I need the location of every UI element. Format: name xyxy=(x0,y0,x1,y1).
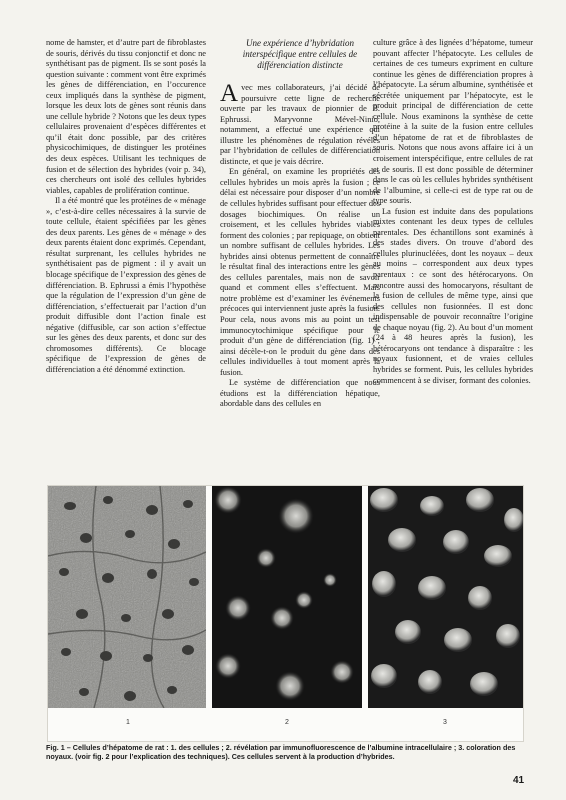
figure-caption: Fig. 1 – Cellules d’hépatome de rat : 1. des cellules ; 2. révélation par immunofluorescence de l’albumine intracellulaire ; 3. coloration des noyaux. (voir fig. 2 pour l’explication des techniques). Ces cellules servent à la production d’hybrides. xyxy=(46,743,516,762)
paragraph: Le système de différenciation que nous étudions est la différenciation hépatique, abordable dans des cellules en xyxy=(220,378,380,409)
micrograph-panel-nuclei xyxy=(368,486,523,708)
intro-text: vec mes collaborateurs, j’ai décidé de poursuivre cette ligne de recherche ouverte par les travaux de pionnier de B. Ephrussi. Maryvonne Mével-Ninio, notamment, a effectué une expérience qui illustre les phénomènes de régulation révélés par l’hybridation de cellules de différenciation distincte, et que je vais décrire. xyxy=(220,83,380,166)
text-column-right xyxy=(373,38,533,386)
panel-label: 1 xyxy=(126,719,130,726)
intro-paragraph xyxy=(220,80,380,167)
paragraph: nome de hamster, et d’autre part de fibroblastes de souris, dérivés du tissu conjonctif et donc ne synthétisant pas de pigment. Ils se sont posés la question suivante : comment vont être exprimés les gènes de différenciation, en l’occurence ceux impliqués dans la synthèse de pigment, lorsque les deux lots de gènes sont réunis dans une cellule hybride ? Notons que les deux types cellulaires provenaient d’espèces différentes et qu’il était donc possible, par des critères physicochimiques, de distinguer les protéines des deux espèces. Utilisant les techniques de fusion et de sélection des hybrides (voir p. 34), ces chercheurs ont isolé des cellules hybrides viables, capables de prolifération continue. xyxy=(46,38,206,195)
text-column-middle xyxy=(220,38,380,410)
panel-label: 3 xyxy=(443,719,447,726)
figure-micrographs xyxy=(47,485,524,742)
section-title: Une expérience d’hybridation interspécifique entre cellules de différenciation distincte xyxy=(242,38,358,70)
paragraph: La fusion est induite dans des populations mixtes contenant les deux types de cellules parentales. Des échantillons sont examinés à des stades divers. On trouve d’abord des cellules plurinucléées, dont les noyaux – deux au moins – correspondent aux deux types parentaux : ce sont des hétérocaryons. On rencontre aussi des homocaryons, résultant de la fusion de cellules de même type, ainsi que des cellules non fusionnées. Il est donc indispensable de pouvoir reconnaître l’origine de chaque noyau (fig. 2). Au bout d’un moment (24 à 48 heures après la fusion), les hétérocaryons ont tendance à disparaître : les noyaux fusionnent, et de vraies cellules hybrides se forment. Puis, les cellules hybrides commencent à se diviser, formant des colonies. xyxy=(373,206,533,385)
micrograph-image-nuclei xyxy=(368,486,523,708)
page-number: 41 xyxy=(513,775,525,786)
drop-cap: A xyxy=(220,80,239,107)
micrograph-image-cells xyxy=(48,486,206,708)
paragraph: culture grâce à des lignées d’hépatome, tumeur pouvant affecter l’hépatocyte. Les cellules de certaines de ces tumeurs expriment en culture continue les gènes de différenciation propres à l’hépatocyte. La sérum albumine, synthétisée et sécrétée uniquement par l’hépatocyte, est le produit principal de différenciation de cette cellule. Nous examinons la synthèse de cette protéine à la suite de la fusion entre cellules d’un hépatome de rat et de fibroblastes de souris. Notons que nous avons affaire ici à un croisement interspécifique, entre cellules de rat et de souris. Il est donc possible de déterminer dans le cas où les cellules hybrides synthétisent de l’albumine, si celle-ci est de type rat ou de type souris. xyxy=(373,38,533,206)
micrograph-panel-cells xyxy=(48,486,206,708)
micrograph-image-albumin xyxy=(212,486,362,708)
panel-label: 2 xyxy=(285,719,289,726)
micrograph-panel-albumin xyxy=(212,486,362,708)
paragraph: En général, on examine les propriétés des cellules hybrides un mois après la fusion ; ce délai est nécessaire pour disposer d’un nombre de cellules hybrides suffisant pour effectuer des dosages biochimiques. On réalise un croisement, et les cellules hybrides viables forment des colonies ; par repiquage, on obtient un nombre suffisant de cellules hybrides. Les hybrides ainsi obtenus permettent de connaître le résultat final des interactions entre les gènes des cellules parentales, mais non de savoir quand et comment elles s’effectuent. Mais notre problème est d’examiner les événements précoces qui interviennent juste après la fusion. Pour cela, nous avons mis au point un test immunocytochimique spécifique pour le produit d’un gène de différenciation (fig. 1) ; ainsi décèle-t-on le produit du gène dans des cellules individuelles à tout moment après la fusion. xyxy=(220,167,380,377)
text-column-left xyxy=(46,38,206,376)
paragraph: Il a été montré que les protéines de « ménage », c’est-à-dire celles nécessaires à la survie de toute cellule, étaient spécifiées par les gènes des deux parents. Les gènes de « ménage » des deux parents étaient donc exprimés. Cependant, résultat surprenant, les cellules hybrides ne synthétisaient pas de pigment : il y avait un blocage spécifique de l’expression des gènes de différenciation. B. Ephrussi a émis l’hypothèse que la régulation de l’expression d’un gène de différenciation, s’effectuerait par l’action d’un produit diffusible dont l’action finale est négative (diffusible, car son action s’effectue sur les gènes des deux parents, et donc sur des chromosomes différents). Ce blocage spécifique de l’expression de gènes de différenciation a été dénommé extinction. xyxy=(46,196,206,374)
